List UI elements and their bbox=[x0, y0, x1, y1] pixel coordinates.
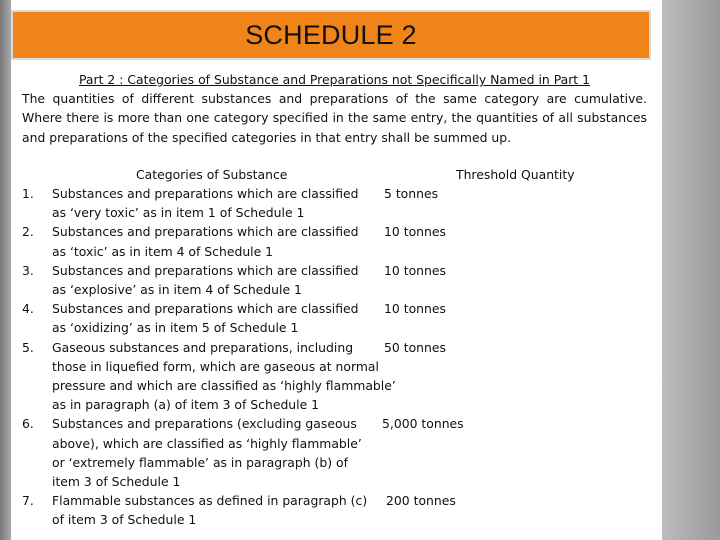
item-line: as ‘very toxic’ as in item 1 of Schedule 1 bbox=[52, 205, 305, 221]
page-title: SCHEDULE 2 bbox=[245, 19, 417, 50]
item-line: as ‘toxic’ as in item 4 of Schedule 1 bbox=[52, 243, 274, 259]
item-line: or ‘extremely flammable’ as in paragraph (b) of bbox=[52, 454, 348, 470]
item-quantity: 5,000 tonnes bbox=[382, 416, 464, 432]
item-quantity: 50 tonnes bbox=[384, 339, 446, 355]
category-list bbox=[22, 184, 622, 530]
threshold-header: Threshold Quantity bbox=[456, 167, 575, 182]
item-line: as in paragraph (a) of item 3 of Schedule 1 bbox=[52, 397, 320, 413]
item-line: Gaseous substances and preparations, including bbox=[52, 339, 354, 355]
left-border bbox=[0, 0, 11, 540]
intro-section bbox=[22, 70, 647, 147]
part-title: Part 2 : Categories of Substance and Preparations not Specifically Named in Part 1 bbox=[79, 72, 590, 87]
item-quantity: 10 tonnes bbox=[384, 262, 446, 278]
list-item bbox=[22, 338, 622, 415]
item-quantity: 5 tonnes bbox=[384, 186, 439, 201]
item-line: those in liquefied form, which are gaseous at normal bbox=[52, 358, 379, 374]
list-item bbox=[22, 261, 622, 299]
item-line: Substances and preparations which are classified bbox=[52, 186, 359, 201]
item-number: 1. bbox=[22, 186, 34, 201]
right-border bbox=[662, 0, 720, 540]
item-line: Flammable substances as defined in paragraph (c) bbox=[52, 493, 368, 509]
item-number: 3. bbox=[22, 262, 34, 278]
item-number: 5. bbox=[22, 339, 34, 355]
item-line: as ‘oxidizing’ as in item 5 of Schedule 1 bbox=[52, 320, 299, 336]
item-line: pressure and which are classified as ‘highly flammable’ bbox=[52, 378, 396, 394]
list-item bbox=[22, 491, 622, 529]
item-quantity: 10 tonnes bbox=[384, 224, 446, 240]
title-bar bbox=[11, 10, 651, 60]
item-line: as ‘explosive’ as in item 4 of Schedule 1 bbox=[52, 282, 302, 298]
item-line: Substances and preparations which are classified bbox=[52, 301, 359, 317]
list-item bbox=[22, 222, 622, 260]
item-number: 6. bbox=[22, 416, 34, 432]
item-number: 4. bbox=[22, 301, 34, 317]
category-header: Categories of Substance bbox=[136, 167, 288, 182]
item-quantity: 200 tonnes bbox=[386, 493, 456, 509]
item-line: Substances and preparations (excluding gaseous bbox=[52, 416, 357, 432]
item-line: Substances and preparations which are classified bbox=[52, 262, 359, 278]
item-line: above), which are classified as ‘highly flammable’ bbox=[52, 435, 362, 451]
item-number: 7. bbox=[22, 493, 34, 509]
list-item bbox=[22, 299, 622, 337]
item-number: 2. bbox=[22, 224, 34, 240]
intro-paragraph: The quantities of different substances and preparations of the same category are cumulative. Where there is more than one category specified in the same entry, the quantities of all substances and preparations of the specified categories in that entry shall be summed up. bbox=[22, 91, 647, 145]
list-item bbox=[22, 414, 622, 491]
item-line: item 3 of Schedule 1 bbox=[52, 474, 181, 490]
list-item bbox=[22, 184, 622, 222]
item-quantity: 10 tonnes bbox=[384, 301, 446, 317]
item-line: of item 3 of Schedule 1 bbox=[52, 512, 197, 528]
item-line: Substances and preparations which are classified bbox=[52, 224, 359, 240]
